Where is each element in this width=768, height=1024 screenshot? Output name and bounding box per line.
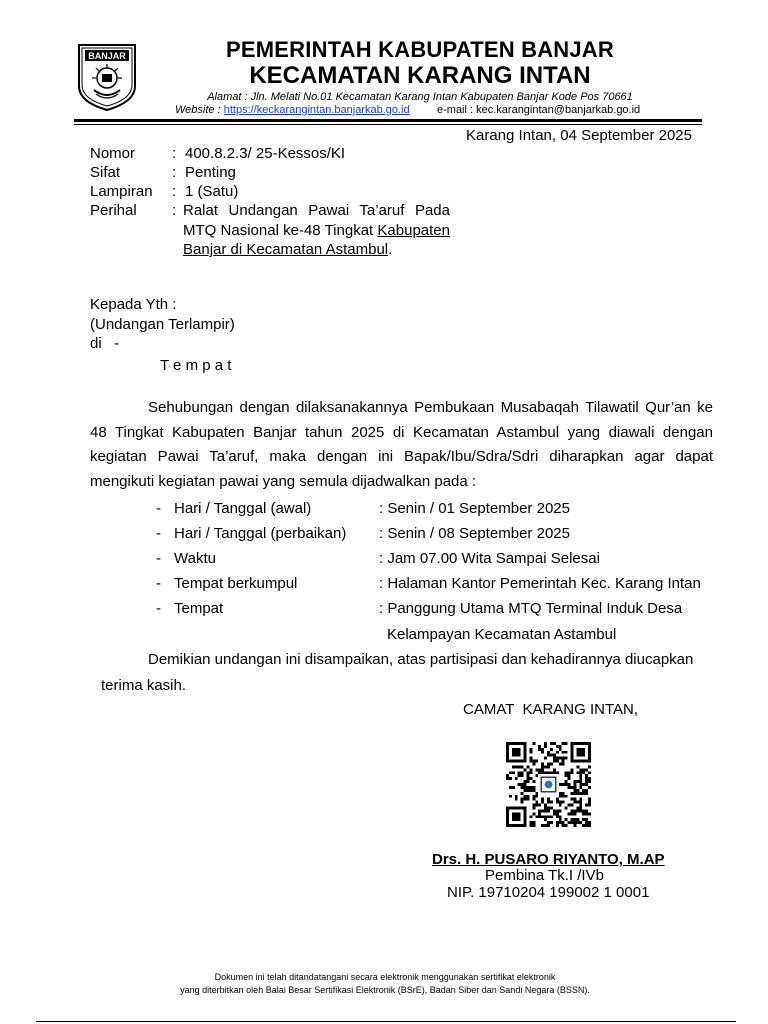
meta-colon: : bbox=[172, 202, 177, 219]
signatory-rank: Pembina Tk.I /IVb bbox=[485, 867, 604, 884]
item-dash: - bbox=[156, 575, 161, 592]
item-dash: - bbox=[156, 500, 161, 517]
recipient-to: Kepada Yth : bbox=[90, 296, 177, 313]
item-value-tempat-continued: Kelampayan Kecamatan Astambul bbox=[387, 626, 617, 643]
perihal-end: . bbox=[388, 241, 393, 258]
closing-line-1: Demikian undangan ini disampaikan, atas partisipasi dan kehadirannya diucapkan bbox=[148, 651, 694, 668]
item-dash: - bbox=[156, 525, 161, 542]
item-value-tanggal-perbaikan: : Senin / 08 September 2025 bbox=[379, 525, 570, 542]
recipient-place: T e m p a t bbox=[160, 357, 232, 374]
item-value-waktu: : Jam 07.00 Wita Sampai Selesai bbox=[379, 550, 600, 567]
recipient-who: (Undangan Terlampir) bbox=[90, 316, 235, 333]
footer-line-1: Dokumen ini telah ditandatangani secara elektronik menggunakan sertifikat elektronik bbox=[214, 972, 556, 982]
signatory-nip: NIP. 19710204 199002 1 0001 bbox=[447, 884, 650, 901]
header-email: e-mail : kec.karangintan@banjarkab.go.id bbox=[437, 104, 641, 116]
website-label: Website : bbox=[175, 104, 224, 116]
item-dash: - bbox=[156, 600, 161, 617]
signatory-name: Drs. H. PUSARO RIYANTO, M.AP bbox=[432, 851, 665, 868]
closing-line-2: terima kasih. bbox=[101, 677, 187, 694]
svg-text:BANJAR: BANJAR bbox=[88, 51, 126, 61]
item-label-tanggal-perbaikan: Hari / Tanggal (perbaikan) bbox=[174, 525, 347, 542]
meta-value-sifat: Penting bbox=[185, 164, 236, 181]
header-government-line: PEMERINTAH KABUPATEN BANJAR bbox=[226, 37, 614, 62]
meta-colon: : bbox=[172, 145, 177, 162]
perihal-text-underlined: Kabupaten Banjar di Kecamatan Astambul bbox=[183, 221, 450, 258]
website-link[interactable]: https://keckarangintan.banjarkab.go.id bbox=[223, 104, 410, 116]
header-district-line: KECAMATAN KARANG INTAN bbox=[249, 62, 591, 89]
item-label-tanggal-awal: Hari / Tanggal (awal) bbox=[174, 500, 312, 517]
bottom-divider bbox=[36, 1021, 736, 1022]
signature-title: CAMAT KARANG INTAN, bbox=[463, 701, 639, 718]
meta-label-sifat: Sifat bbox=[90, 164, 121, 181]
meta-colon: : bbox=[172, 183, 177, 200]
header-website bbox=[175, 104, 410, 116]
body-paragraph: Sehubungan dengan dilaksanakannya Pembukaan Musabaqah Tilawatil Qur’an ke 48 Tingkat Kabupaten Banjar tahun 2025 di Kecamatan Astambul yang diawali dengan kegiatan Pawai Ta’aruf, maka dengan ini Bapak/Ibu/Sdra/Sdri diharapkan agar dapat mengikuti kegiatan pawai yang semula dijadwalkan pada : bbox=[90, 399, 713, 490]
meta-colon: : bbox=[172, 164, 177, 181]
meta-label-perihal: Perihal bbox=[90, 202, 137, 219]
meta-label-nomor: Nomor bbox=[90, 145, 136, 162]
item-label-waktu: Waktu bbox=[174, 550, 216, 567]
meta-value-lampiran: 1 (Satu) bbox=[185, 183, 239, 200]
meta-value-nomor: 400.8.2.3/ 25-Kessos/KI bbox=[185, 145, 346, 162]
meta-label-lampiran: Lampiran bbox=[90, 183, 153, 200]
item-value-tempat-berkumpul: : Halaman Kantor Pemerintah Kec. Karang Intan bbox=[379, 575, 701, 592]
item-value-tempat: : Panggung Utama MTQ Terminal Induk Desa bbox=[379, 600, 683, 617]
header-rule-thick bbox=[74, 119, 702, 122]
item-label-tempat-berkumpul: Tempat berkumpul bbox=[174, 575, 298, 592]
letter-date: Karang Intan, 04 September 2025 bbox=[466, 127, 692, 144]
item-label-tempat: Tempat bbox=[174, 600, 224, 617]
meta-value-perihal bbox=[183, 201, 450, 260]
header-rule-thin bbox=[74, 124, 702, 125]
item-dash: - bbox=[156, 550, 161, 567]
perihal-text: Ralat Undangan Pawai Ta’aruf Pada MTQ Nasional ke-48 Tingkat bbox=[183, 202, 450, 239]
banjar-regency-emblem bbox=[76, 42, 138, 112]
item-value-tanggal-awal: : Senin / 01 September 2025 bbox=[379, 500, 570, 517]
footer-line-2: yang diterbitkan oleh Balai Besar Sertifikasi Elektronik (BSrE), Badan Siber dan Sandi Negara (BSSN). bbox=[180, 985, 590, 995]
qr-code-signature bbox=[505, 742, 592, 827]
recipient-di: di - bbox=[90, 335, 120, 352]
header-address: Alamat : Jln. Melati No.01 Kecamatan Karang Intan Kabupaten Banjar Kode Pos 70661 bbox=[207, 91, 633, 103]
